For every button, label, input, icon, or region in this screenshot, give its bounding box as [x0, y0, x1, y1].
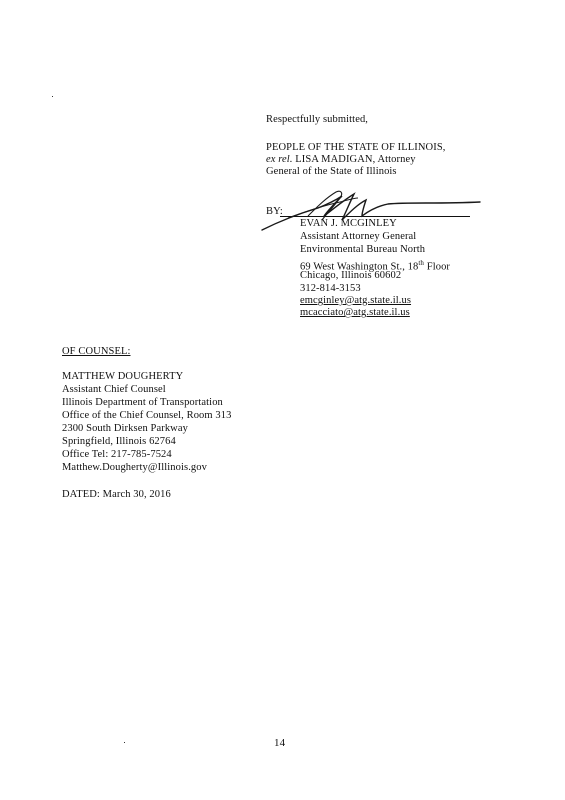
- counsel-phone: Office Tel: 217-785-7524: [62, 449, 172, 460]
- attorney-city: Chicago, Illinois 60602: [300, 270, 402, 281]
- attorney-bureau: Environmental Bureau North: [300, 244, 426, 255]
- counsel-email-link[interactable]: Matthew.Dougherty@Illinois.gov: [62, 462, 207, 473]
- counsel-office: Office of the Chief Counsel, Room 313: [62, 410, 232, 421]
- dated-line: DATED: March 30, 2016: [62, 489, 171, 500]
- counsel-city: Springfield, Illinois 62764: [62, 436, 176, 447]
- ex-rel-name: LISA MADIGAN, Attorney: [292, 154, 416, 165]
- ex-rel-italic: ex rel.: [266, 154, 293, 165]
- attorney-name: EVAN J. MCGINLEY: [300, 218, 397, 229]
- of-counsel-heading: OF COUNSEL:: [62, 346, 131, 357]
- attorney-phone: 312-814-3153: [300, 283, 361, 294]
- attorney-general-line: General of the State of Illinois: [266, 166, 397, 177]
- counsel-name: MATTHEW DOUGHERTY: [62, 371, 184, 382]
- address-ordinal: th: [418, 259, 425, 267]
- counsel-department: Illinois Department of Transportation: [62, 397, 223, 408]
- scan-speck: [124, 742, 125, 743]
- counsel-title: Assistant Chief Counsel: [62, 384, 166, 395]
- page-number: 14: [274, 737, 286, 749]
- second-email-link[interactable]: mcacciato@atg.state.il.us: [300, 307, 410, 318]
- attorney-title: Assistant Attorney General: [300, 231, 417, 242]
- attorney-email-link[interactable]: emcginley@atg.state.il.us: [300, 295, 412, 306]
- respectfully-submitted: Respectfully submitted,: [266, 114, 369, 125]
- people-of-state-line: PEOPLE OF THE STATE OF ILLINOIS,: [266, 142, 446, 153]
- counsel-street: 2300 South Dirksen Parkway: [62, 423, 188, 434]
- ex-rel-line: [266, 154, 416, 166]
- address-floor: Floor: [424, 261, 451, 273]
- scan-speck: [52, 96, 53, 97]
- by-label: BY:: [266, 206, 283, 217]
- address-street: 69 West Washington St., 18: [300, 261, 419, 273]
